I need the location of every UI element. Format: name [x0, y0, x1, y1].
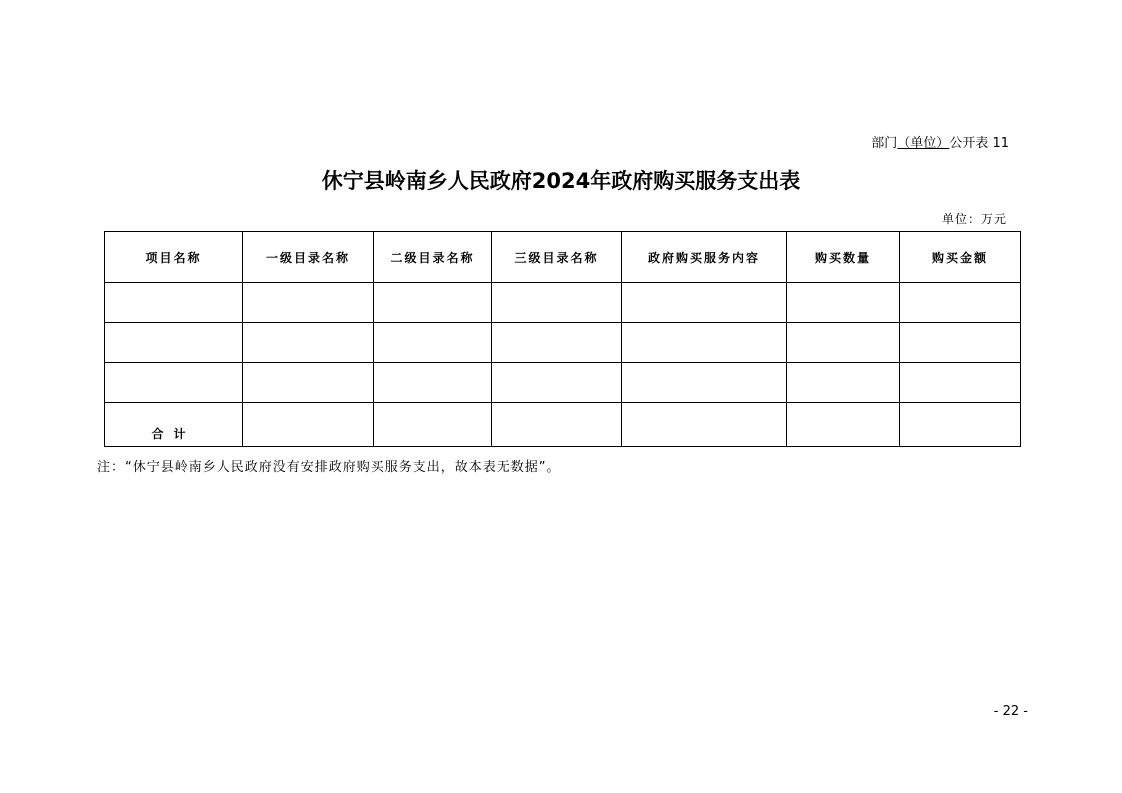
table-cell — [622, 363, 787, 403]
table-cell — [492, 323, 622, 363]
page-number: - 22 - — [993, 704, 1028, 719]
doc-ref-prefix: 部门 — [871, 136, 898, 151]
column-header-project-name: 项目名称 — [105, 232, 243, 283]
table-cell — [900, 363, 1021, 403]
table-cell — [787, 363, 900, 403]
table-cell — [622, 323, 787, 363]
table-row — [105, 323, 1021, 363]
document-reference — [871, 136, 1009, 152]
column-header-quantity: 购买数量 — [787, 232, 900, 283]
table-cell — [787, 403, 900, 447]
table-cell — [105, 323, 243, 363]
total-label: 合计 — [105, 403, 243, 447]
column-header-level1-category: 一级目录名称 — [243, 232, 374, 283]
table-cell — [900, 403, 1021, 447]
total-row — [105, 403, 1021, 447]
table-cell — [243, 403, 374, 447]
table-note: 注：“休宁县岭南乡人民政府没有安排政府购买服务支出，故本表无数据”。 — [97, 460, 561, 475]
table-cell — [622, 403, 787, 447]
table-cell — [374, 323, 492, 363]
column-header-level3-category: 三级目录名称 — [492, 232, 622, 283]
expenditure-table — [104, 231, 1021, 447]
table-cell — [622, 283, 787, 323]
table-cell — [492, 403, 622, 447]
table-cell — [900, 323, 1021, 363]
table-cell — [374, 403, 492, 447]
table-cell — [787, 283, 900, 323]
page-title: 休宁县岭南乡人民政府2024年政府购买服务支出表 — [321, 169, 801, 193]
unit-label: 单位：万元 — [941, 212, 1007, 226]
table-cell — [492, 363, 622, 403]
table-cell — [492, 283, 622, 323]
table-cell — [243, 283, 374, 323]
column-header-level2-category: 二级目录名称 — [374, 232, 492, 283]
column-header-amount: 购买金额 — [900, 232, 1021, 283]
table-cell — [900, 283, 1021, 323]
doc-ref-unit: （单位） — [897, 136, 950, 151]
table-cell — [105, 363, 243, 403]
table-cell — [374, 363, 492, 403]
column-header-service-content: 政府购买服务内容 — [622, 232, 787, 283]
table-cell — [243, 323, 374, 363]
table-cell — [105, 283, 243, 323]
table-cell — [787, 323, 900, 363]
table-cell — [243, 363, 374, 403]
table-row — [105, 283, 1021, 323]
table-header-row — [105, 232, 1021, 283]
doc-ref-suffix: 公开表 11 — [949, 136, 1009, 151]
table-cell — [374, 283, 492, 323]
table-row — [105, 363, 1021, 403]
